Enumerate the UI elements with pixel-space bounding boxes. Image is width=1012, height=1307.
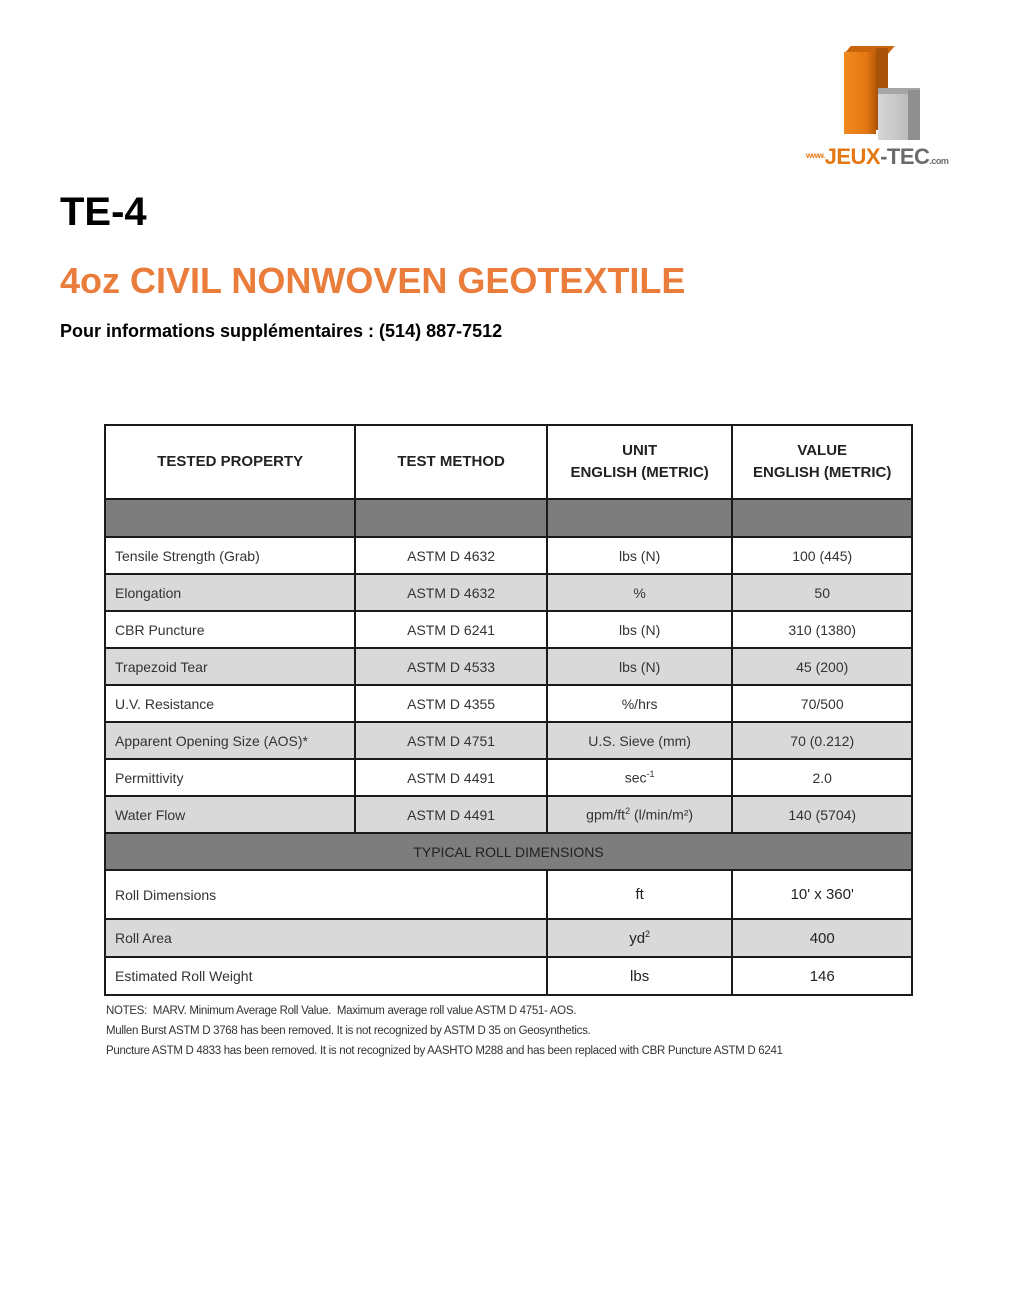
cell-value: 2.0 <box>732 759 912 796</box>
logo-orange-building-icon <box>844 52 876 134</box>
unit-text: sec <box>624 769 647 786</box>
cell-property: Permittivity <box>105 759 355 796</box>
logo-www: www. <box>806 151 825 160</box>
spacer-cell <box>547 499 733 537</box>
cell-unit <box>547 648 733 685</box>
header-test-method: TEST METHOD <box>355 425 547 499</box>
specification-table <box>104 424 913 996</box>
cell-unit <box>547 759 733 796</box>
roll-row <box>105 957 912 995</box>
unit-superscript: -1 <box>646 769 655 780</box>
cell-unit <box>547 919 733 957</box>
notes-block <box>106 1001 783 1061</box>
cell-method: ASTM D 4632 <box>355 574 547 611</box>
cell-method: ASTM D 4355 <box>355 685 547 722</box>
cell-unit <box>547 537 733 574</box>
spacer-cell <box>732 499 912 537</box>
table-row <box>105 722 912 759</box>
cell-value: 100 (445) <box>732 537 912 574</box>
cell-method: ASTM D 4491 <box>355 796 547 833</box>
header-value <box>732 425 912 499</box>
cell-property: Elongation <box>105 574 355 611</box>
unit-text: lbs (N) <box>619 658 661 675</box>
logo-brand-part1: JEUX <box>824 144 881 169</box>
cell-property: CBR Puncture <box>105 611 355 648</box>
logo-wordmark <box>806 144 948 170</box>
section-label: TYPICAL ROLL DIMENSIONS <box>105 833 912 870</box>
table-row <box>105 648 912 685</box>
table-row <box>105 796 912 833</box>
unit-text: yd <box>629 930 646 947</box>
table-spacer-row <box>105 499 912 537</box>
cell-method: ASTM D 6241 <box>355 611 547 648</box>
product-code: TE-4 <box>60 190 147 234</box>
table-row <box>105 537 912 574</box>
unit-text: lbs (N) <box>619 621 661 638</box>
header-unit <box>547 425 733 499</box>
note-line: Puncture ASTM D 4833 has been removed. It is not recognized by AASHTO M288 and has been replaced with CBR Puncture ASTM D 6241 <box>106 1045 783 1057</box>
unit-text: U.S. Sieve (mm) <box>588 732 691 749</box>
unit-text: gpm/ft <box>586 806 626 823</box>
cell-value: 140 (5704) <box>732 796 912 833</box>
cell-method: ASTM D 4751 <box>355 722 547 759</box>
header-tested-property: TESTED PROPERTY <box>105 425 355 499</box>
cell-value: 10' x 360' <box>732 870 912 919</box>
logo-gray-building-icon <box>878 94 908 140</box>
contact-info: Pour informations supplémentaires : (514) 887-7512 <box>60 321 503 341</box>
cell-value: 146 <box>732 957 912 995</box>
cell-value: 70 (0.212) <box>732 722 912 759</box>
unit-text: %/hrs <box>621 695 658 712</box>
spacer-cell <box>105 499 355 537</box>
cell-method: ASTM D 4632 <box>355 537 547 574</box>
roll-row <box>105 870 912 919</box>
unit-superscript: 2 <box>625 806 631 817</box>
header-unit-line2: ENGLISH (METRIC) <box>570 464 709 481</box>
section-header-row <box>105 833 912 870</box>
table-row <box>105 759 912 796</box>
cell-unit <box>547 957 733 995</box>
cell-value: 45 (200) <box>732 648 912 685</box>
table-header-row <box>105 425 912 499</box>
note-line: NOTES: MARV. Minimum Average Roll Value. Maximum average roll value ASTM D 4751- AOS. <box>106 1005 577 1017</box>
cell-method: ASTM D 4491 <box>355 759 547 796</box>
cell-property: Roll Area <box>105 919 547 957</box>
company-logo <box>806 44 956 180</box>
cell-unit <box>547 574 733 611</box>
cell-value: 310 (1380) <box>732 611 912 648</box>
unit-text: ft <box>635 886 644 903</box>
cell-unit <box>547 611 733 648</box>
unit-text: % <box>633 584 646 601</box>
logo-brand-part2: -TEC <box>880 144 930 169</box>
unit-metric-text: (l/min/m²) <box>630 806 694 823</box>
table-row <box>105 574 912 611</box>
unit-text: lbs <box>630 967 650 985</box>
product-title: 4oz CIVIL NONWOVEN GEOTEXTILE <box>60 260 686 301</box>
cell-method: ASTM D 4533 <box>355 648 547 685</box>
spacer-cell <box>355 499 547 537</box>
cell-unit <box>547 870 733 919</box>
cell-property: Water Flow <box>105 796 355 833</box>
header-value-line1: VALUE <box>797 442 848 459</box>
cell-value: 50 <box>732 574 912 611</box>
header-unit-line1: UNIT <box>622 442 658 459</box>
roll-row <box>105 919 912 957</box>
header-value-line2: ENGLISH (METRIC) <box>753 464 892 481</box>
cell-property: Trapezoid Tear <box>105 648 355 685</box>
cell-property: Apparent Opening Size (AOS)* <box>105 722 355 759</box>
cell-value: 70/500 <box>732 685 912 722</box>
cell-property: Tensile Strength (Grab) <box>105 537 355 574</box>
cell-unit <box>547 685 733 722</box>
cell-value: 400 <box>732 919 912 957</box>
cell-property: Estimated Roll Weight <box>105 957 547 995</box>
logo-tld: .com <box>929 156 949 166</box>
logo-gray-building-side <box>908 90 920 140</box>
note-line: Mullen Burst ASTM D 3768 has been removed. It is not recognized by ASTM D 35 on Geosynthetics. <box>106 1025 591 1037</box>
cell-unit <box>547 722 733 759</box>
table-row <box>105 685 912 722</box>
unit-text: lbs (N) <box>619 547 661 564</box>
cell-property: U.V. Resistance <box>105 685 355 722</box>
cell-unit <box>547 796 733 833</box>
unit-superscript: 2 <box>645 929 651 939</box>
cell-property: Roll Dimensions <box>105 870 547 919</box>
table-row <box>105 611 912 648</box>
